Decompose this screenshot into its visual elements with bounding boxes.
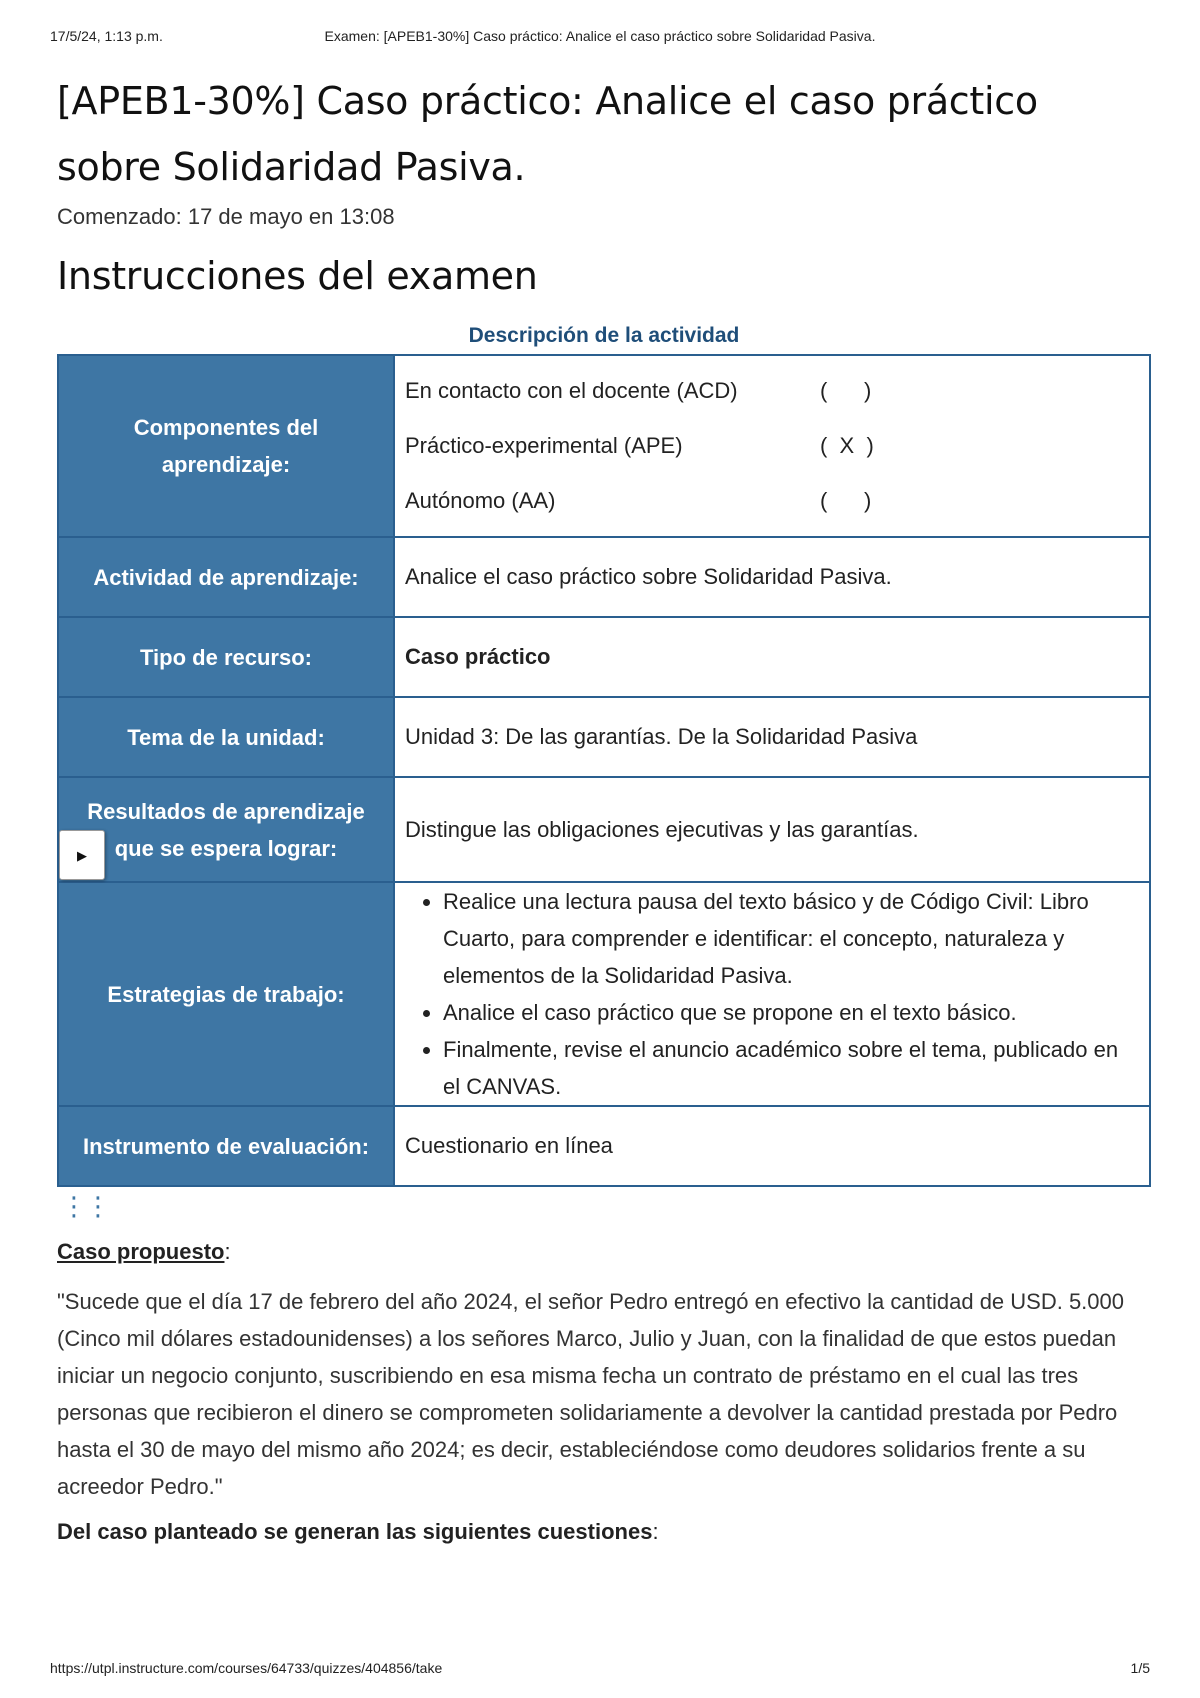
table-row-resource xyxy=(58,617,1150,697)
table-row-results xyxy=(58,777,1150,882)
list-item: • Finalmente, revise el anuncio académico sobre el tema, publicado en el CANVAS. xyxy=(443,1031,1139,1105)
quiz-title xyxy=(57,68,1151,200)
activity-value: Analice el caso práctico sobre Solidaridad Pasiva. xyxy=(394,537,1150,617)
components-label: Componentes del aprendizaje: xyxy=(58,355,394,537)
case-title: Caso propuesto: xyxy=(57,1239,231,1264)
results-value: Distingue las obligaciones ejecutivas y las garantías. xyxy=(394,777,1150,882)
component-item: En contacto con el docente (ACD) ( ) xyxy=(405,378,872,403)
components-value xyxy=(394,355,1150,537)
instrument-value: Cuestionario en línea xyxy=(394,1106,1150,1186)
strategies-value xyxy=(394,882,1150,1106)
activity-label: Actividad de aprendizaje: xyxy=(58,537,394,617)
print-header xyxy=(50,28,1150,44)
unit-label: Tema de la unidad: xyxy=(58,697,394,777)
quiz-title-line-2: sobre Solidaridad Pasiva. xyxy=(57,145,526,189)
table-row-strategies xyxy=(58,882,1150,1106)
component-item: Práctico-experimental (APE) ( X ) xyxy=(405,433,874,458)
page-number: 1/5 xyxy=(1130,1660,1150,1676)
started-time: Comenzado: 17 de mayo en 13:08 xyxy=(57,204,395,229)
print-footer xyxy=(50,1660,1150,1676)
instrument-label: Instrumento de evaluación: xyxy=(58,1106,394,1186)
resource-value: Caso práctico xyxy=(394,617,1150,697)
table-row-instrument xyxy=(58,1106,1150,1186)
questions-intro: Del caso planteado se generan las siguientes cuestiones: xyxy=(57,1519,659,1544)
print-url[interactable]: https://utpl.instructure.com/courses/64733/quizzes/404856/take xyxy=(50,1660,443,1676)
activity-table xyxy=(57,354,1151,1187)
results-label: Resultados de aprendizaje que se espera lograr: ▶ xyxy=(58,777,394,882)
component-item: Autónomo (AA) ( ) xyxy=(405,488,872,513)
quiz-title-line-1: [APEB1-30%] Caso práctico: Analice el caso práctico xyxy=(57,79,1038,123)
case-text: "Sucede que el día 17 de febrero del año 2024, el señor Pedro entregó en efectivo la cantidad de USD. 5.000 (Cinco mil dólares estadounidenses) a los señores Marco, Julio y Juan, con la finalidad de que estos puedan iniciar un negocio conjunto, suscribiendo en esa misma fecha un contrato de préstamo en el cual las tres personas que recibieron el dinero se comprometen solidariamente a devolver la cantidad prestada por Pedro hasta el 30 de mayo del mismo año 2024; es decir, estableciéndose como deudores solidarios frente a su acreedor Pedro." xyxy=(57,1289,1124,1499)
print-datetime: 17/5/24, 1:13 p.m. xyxy=(50,28,163,44)
print-page-title: Examen: [APEB1-30%] Caso práctico: Analice el caso práctico sobre Solidaridad Pasiva. xyxy=(324,28,876,44)
unit-value: Unidad 3: De las garantías. De la Solidaridad Pasiva xyxy=(394,697,1150,777)
triangle-right-icon: ▶ xyxy=(77,847,87,863)
table-caption: Descripción de la actividad xyxy=(468,324,740,347)
list-item: • Analice el caso práctico que se propone en el texto básico. xyxy=(443,994,1139,1031)
table-row-unit xyxy=(58,697,1150,777)
strategies-list xyxy=(405,883,1139,1105)
drag-handle-icon[interactable]: ⋮⋮ xyxy=(61,1191,109,1221)
table-row-components xyxy=(58,355,1150,537)
strategies-label: Estrategias de trabajo: xyxy=(58,882,394,1106)
list-item: • Realice una lectura pausa del texto básico y de Código Civil: Libro Cuarto, para comprender e identificar: el concepto, naturaleza y elementos de la Solidaridad Pasiva. xyxy=(443,883,1139,994)
expand-toggle-button[interactable] xyxy=(59,830,105,880)
resource-label: Tipo de recurso: xyxy=(58,617,394,697)
instructions-heading: Instrucciones del examen xyxy=(57,254,538,298)
quiz-content xyxy=(57,68,1151,1545)
table-row-activity xyxy=(58,537,1150,617)
